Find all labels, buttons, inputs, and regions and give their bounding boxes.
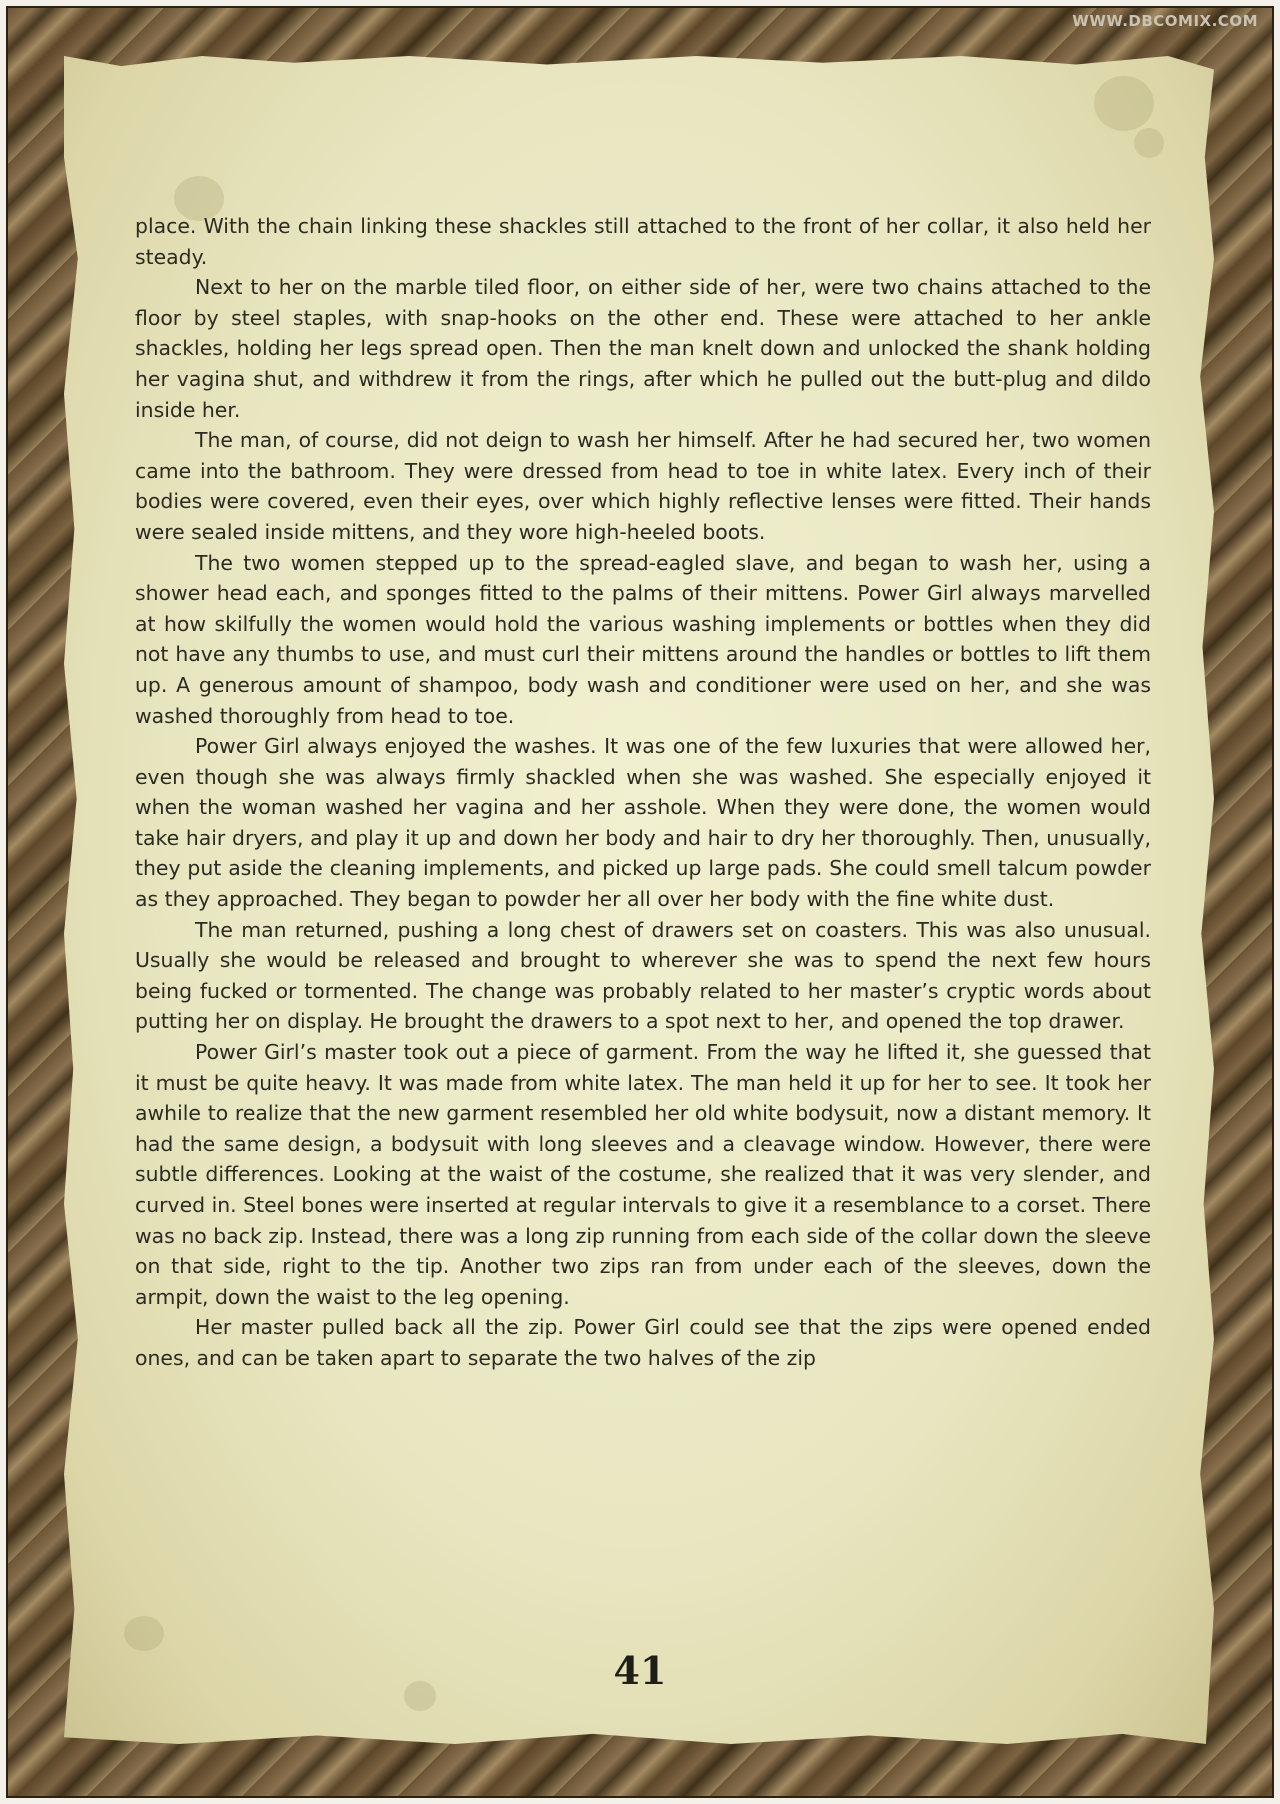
paragraph: The two women stepped up to the spread-eagled slave, and began to wash her, using a shower head each, and sponges fitted to the palms of their mittens. Power Girl always marvelled at how skilfully the women would hold the various washing implements or bottles when they did not have any thumbs to use, and must curl their mittens around the handles or bottles to lift them up. A generous amount of shampoo, body wash and conditioner were used on her, and she was washed thoroughly from head to toe. (135, 550, 1151, 728)
paragraph: Power Girl’s master took out a piece of garment. From the way he lifted it, she guessed that it must be quite heavy. It was made from white latex. The man held it up for her to see. It took her awhile to realize that the new garment resembled her old white bodysuit, now a distant memory. It had the same design, a bodysuit with long sleeves and a cleavage window. However, there were subtle differences. Looking at the waist of the costume, she realized that it was very slender, and curved in. Steel bones were inserted at regular intervals to give it a resemblance to a corset. There was no back zip. Instead, there was a long zip running from each side of the collar down the sleeve on that side, right to the tip. Another two zips ran from under each of the sleeves, down the armpit, down the waist to the leg opening. (135, 1040, 1151, 1309)
stain (124, 1616, 164, 1651)
page-number: 41 (613, 1648, 667, 1693)
story-text (135, 211, 1151, 1374)
paragraph: Power Girl always enjoyed the washes. It was one of the few luxuries that were allowed her, even though she was always firmly shackled when she was washed. She especially enjoyed it when the woman washed her vagina and her asshole. When they were done, the women would take hair dryers, and play it up and down her body and hair to dry her thoroughly. Then, unusually, they put aside the cleaning implements, and picked up large pads. She could smell talcum powder as they approached. They began to powder her all over her body with the fine white dust. (135, 734, 1151, 912)
paragraph: The man, of course, did not deign to wash her himself. After he had secured her, two women came into the bathroom. They were dressed from head to toe in white latex. Every inch of their bodies were covered, even their eyes, over which highly reflective lenses were fitted. Their hands were sealed inside mittens, and they wore high-heeled boots. (135, 428, 1151, 544)
watermark: WWW.DBCOMIX.COM (1072, 12, 1258, 30)
paragraph: Next to her on the marble tiled floor, on either side of her, were two chains attached to the floor by steel staples, with snap-hooks on the other end. These were attached to her ankle shackles, holding her legs spread open. Then the man knelt down and unlocked the shank holding her vagina shut, and withdrew it from the rings, after which he pulled out the butt-plug and dildo inside her. (135, 275, 1151, 422)
paragraph: place. With the chain linking these shackles still attached to the front of her collar, it also held her steady. (135, 214, 1151, 269)
paragraph: Her master pulled back all the zip. Power Girl could see that the zips were opened ended ones, and can be taken apart to separate the two halves of the zip (135, 1315, 1151, 1370)
stain (1094, 76, 1154, 131)
stain (1134, 128, 1164, 158)
paragraph: The man returned, pushing a long chest of drawers set on coasters. This was also unusual. Usually she would be released and brought to wherever she was to spend the next few hours being fucked or tormented. The change was probably related to her master’s cryptic words about putting her on display. He brought the drawers to a spot next to her, and opened the top drawer. (135, 917, 1151, 1034)
